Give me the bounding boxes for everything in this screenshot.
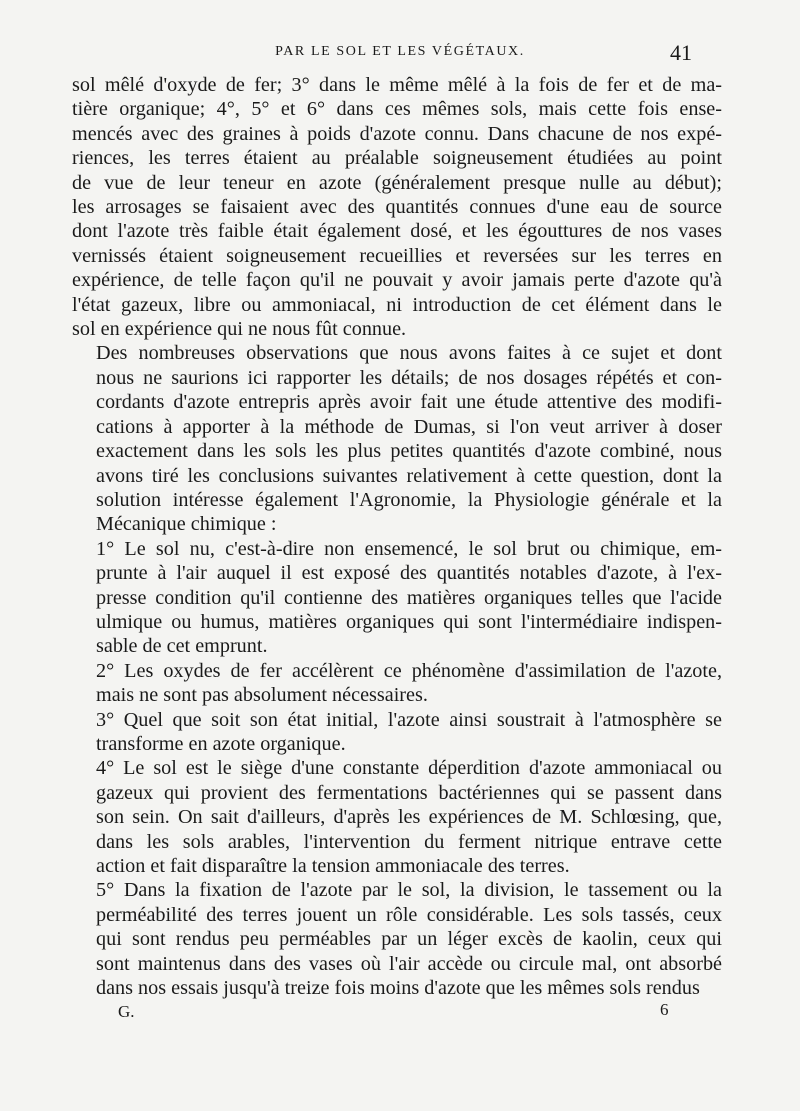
text-line: qui sont rendus peu perméables par un léger excès de kaolin, ceux qui (96, 928, 722, 951)
text-line: mais ne sont pas absolument nécessaires. (96, 684, 428, 707)
paragraph (72, 756, 722, 878)
signature-mark-right: 6 (660, 1000, 669, 1019)
page-number: 41 (670, 40, 692, 65)
text-line: l'état gazeux, libre ou ammoniacal, ni introduction de cet élément dans le (72, 293, 722, 316)
paragraph (72, 659, 722, 708)
text-line: prunte à l'air auquel il est exposé des quantités notables d'azote, à l'ex- (96, 562, 722, 585)
paragraph (72, 537, 722, 659)
text-line: ulmique ou humus, matières organiques qui sont l'intermédiaire indispen- (96, 610, 722, 633)
text-line: vernissés étaient soigneusement recueillies et reversées sur les terres en (72, 244, 722, 267)
text-line: exactement dans les sols les plus petites quantités d'azote combiné, nous (96, 440, 722, 463)
text-line: les arrosages se faisaient avec des quantités connues d'une eau de source (72, 196, 722, 219)
body-text (72, 73, 722, 1000)
signature-mark-left: G. (118, 1002, 135, 1021)
text-line: action et fait disparaître la tension ammoniacale des terres. (96, 855, 570, 877)
text-line: son sein. On sait d'ailleurs, d'après les expériences de M. Schlœsing, que, (96, 806, 722, 829)
text-line: 1° Le sol nu, c'est-à-dire non ensemencé, le sol brut ou chimique, em- (96, 537, 722, 560)
text-line: Mécanique chimique : (96, 513, 277, 536)
text-line: sable de cet emprunt. (96, 635, 268, 658)
paragraph (72, 878, 722, 1000)
text-line: riences, les terres étaient au préalable soigneusement étudiées au point (72, 147, 722, 170)
text-line: tière organique; 4°, 5° et 6° dans ces mêmes sols, mais cette fois ense- (72, 98, 722, 121)
text-line: 4° Le sol est le siège d'une constante déperdition d'azote ammoniacal ou (96, 757, 722, 780)
text-line: perméabilité des terres jouent un rôle considérable. Les sols tassés, ceux (96, 903, 722, 926)
text-line: transforme en azote organique. (96, 732, 346, 755)
text-line: 5° Dans la fixation de l'azote par le sol, la division, le tassement ou la (96, 879, 722, 902)
text-line: nous ne saurions ici rapporter les détails; de nos dosages répétés et con- (96, 366, 722, 389)
text-line: expérience, de telle façon qu'il ne pouvait y avoir jamais perte d'azote qu'à (72, 269, 722, 292)
running-title: PAR LE SOL ET LES VÉGÉTAUX. (275, 44, 525, 59)
text-line: dans nos essais jusqu'à treize fois moins d'azote que les mêmes sols rendus (96, 977, 700, 1000)
text-line: dans les sols arables, l'intervention du ferment nitrique entrave cette (96, 830, 722, 853)
text-line: cordants d'azote entrepris après avoir fait une étude attentive des modifi- (96, 391, 722, 414)
text-line: mencés avec des graines à poids d'azote connu. Dans chacune de nos expé- (72, 122, 722, 145)
paragraph (72, 73, 722, 341)
text-line: sont maintenus dans des vases où l'air accède ou circule mal, ont absorbé (96, 952, 722, 975)
text-line: 2° Les oxydes de fer accélèrent ce phénomène d'assimilation de l'azote, (96, 659, 722, 682)
text-line: cations à apporter à la méthode de Dumas, si l'on veut arriver à doser (96, 415, 722, 438)
paragraph (72, 708, 722, 757)
text-line: avons tiré les conclusions suivantes relativement à cette question, dont la (96, 464, 722, 487)
text-line: solution intéresse également l'Agronomie, la Physiologie générale et la (96, 488, 722, 511)
text-line: Des nombreuses observations que nous avons faites à ce sujet et dont (96, 342, 722, 365)
text-line: sol en expérience qui ne nous fût connue. (72, 318, 407, 341)
text-line: presse condition qu'il contienne des matières organiques telles que l'acide (96, 586, 722, 609)
paragraph (72, 341, 722, 536)
text-line: de vue de leur teneur en azote (généralement presque nulle au début); (72, 171, 722, 194)
text-line: 3° Quel que soit son état initial, l'azote ainsi soustrait à l'atmosphère se (96, 708, 722, 731)
text-line: dont l'azote très faible était également dosé, et les égouttures de nos vases (72, 220, 722, 243)
text-line: gazeux qui provient des fermentations bactériennes qui se passent dans (96, 781, 722, 804)
text-line: sol mêlé d'oxyde de fer; 3° dans le même mêlé à la fois de fer et de ma- (72, 74, 722, 96)
